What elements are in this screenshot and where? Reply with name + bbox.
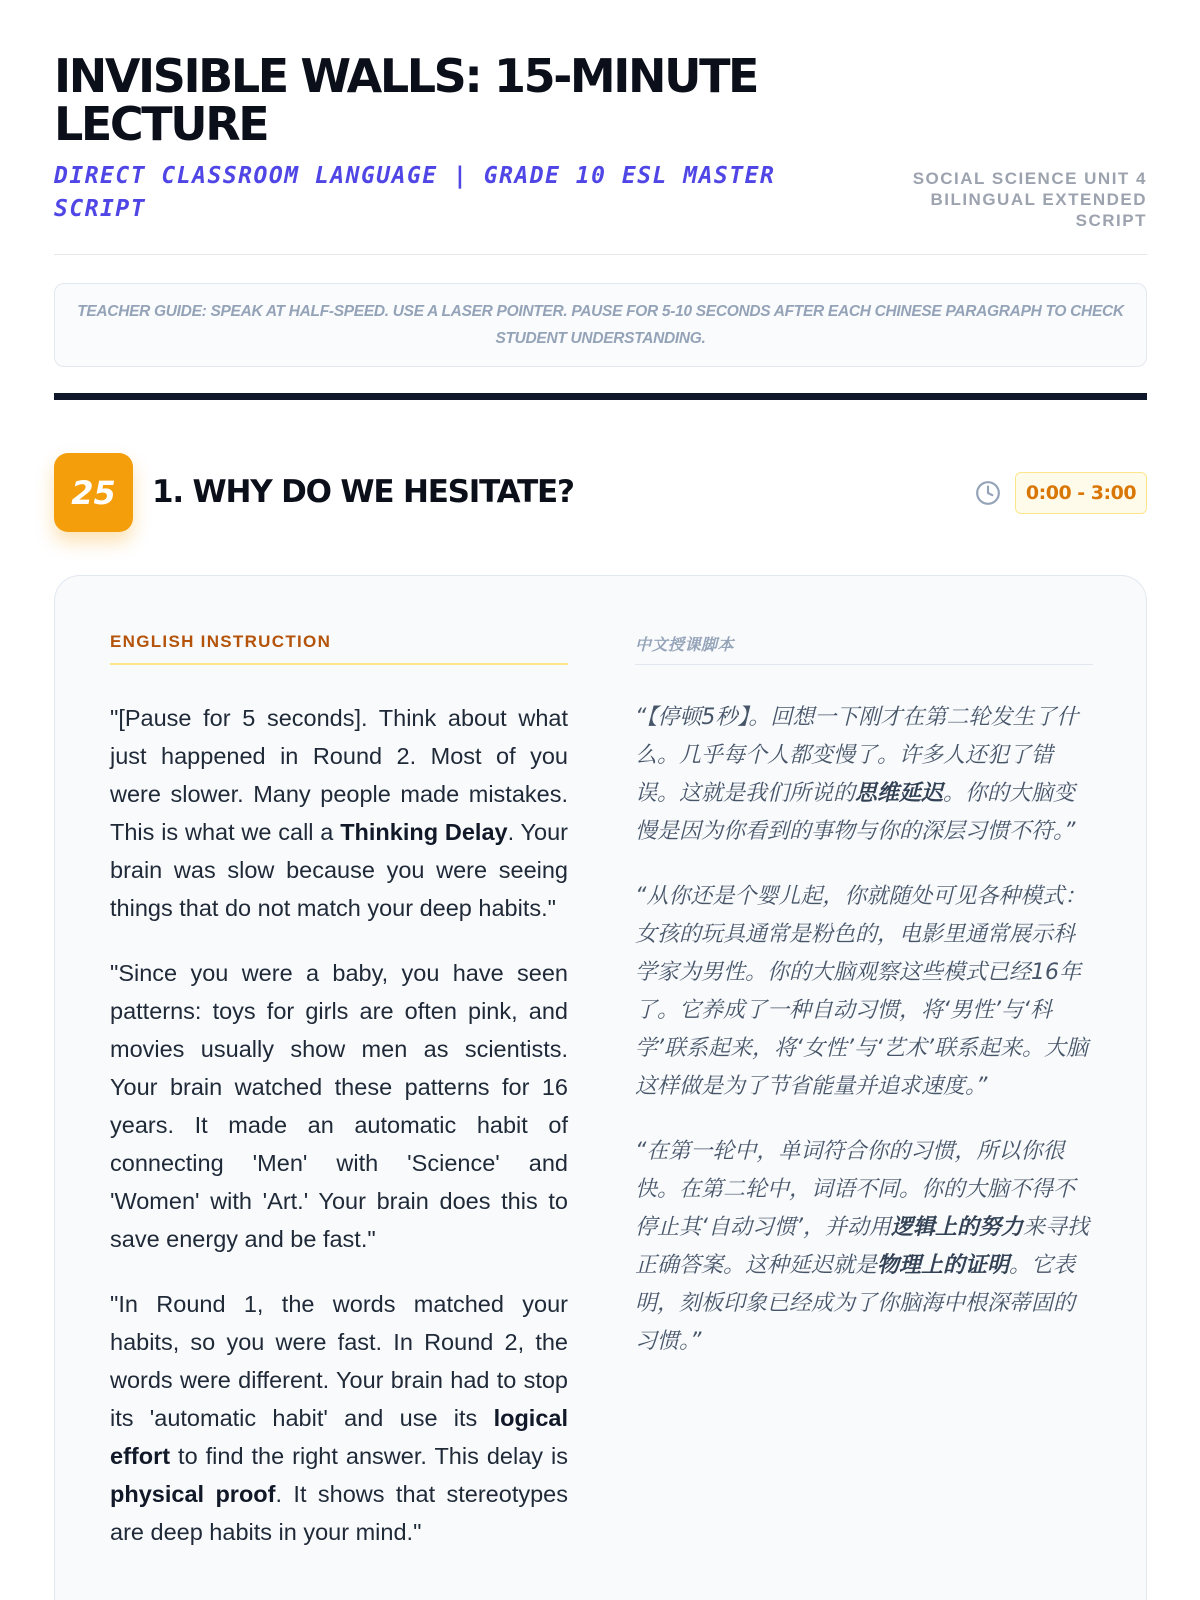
page-title: INVISIBLE WALLS: 15-MINUTE LECTURE bbox=[54, 49, 758, 151]
english-paragraph: "[Pause for 5 seconds]. Think about what just happened in Round 2. Most of you were slower. Many people made mistakes. This is what we call a Thinking Delay. Your brain was slow because you were seeing things that do not match your deep habits." bbox=[110, 705, 568, 921]
chinese-paragraph: “从你还是个婴儿起，你就随处可见各种模式：女孩的玩具通常是粉色的，电影里通常展示科学家为男性。你的大脑观察这些模式已经16年了。它养成了一种自动习惯，将‘男性’与‘科学’联系起来，将‘女性’与‘艺术’联系起来。大脑这样做是为了节省能量并追求速度。” bbox=[635, 884, 1088, 1099]
page-header bbox=[54, 49, 1147, 255]
chinese-paragraph: “【停顿5秒】。回想一下刚才在第二轮发生了什么。几乎每个人都变慢了。许多人还犯了错误。这就是我们所说的思维延迟。你的大脑变慢是因为你看到的事物与你的深层习惯不符。” bbox=[635, 705, 1079, 844]
chinese-column bbox=[635, 632, 1093, 1388]
time-range-badge: 0:00 - 3:00 bbox=[1015, 472, 1147, 514]
section-divider bbox=[54, 393, 1147, 400]
section-header bbox=[54, 453, 1147, 533]
section-number-badge: 25 bbox=[54, 453, 133, 532]
unit-tag: SOCIAL SCIENCE UNIT 4 BILINGUAL EXTENDED SCRIPT bbox=[912, 169, 1147, 230]
english-heading: ENGLISH INSTRUCTION bbox=[110, 632, 568, 665]
teacher-guide-text: TEACHER GUIDE: SPEAK AT HALF-SPEED. USE A LASER POINTER. PAUSE FOR 5-10 SECONDS AFTER EACH CHINESE PARAGRAPH TO CHECK STUDENT UNDERSTANDING. bbox=[77, 303, 1124, 347]
lecture-page bbox=[54, 0, 1147, 1600]
english-paragraph: "In Round 1, the words matched your habits, so you were fast. In Round 2, the words were different. Your brain had to stop its 'automatic habit' and use its logical effort to find the right answer. This delay is physical proof. It shows that stereotypes are deep habits in your mind." bbox=[110, 1291, 568, 1545]
clock-icon bbox=[975, 480, 1001, 506]
chinese-heading: 中文授课脚本 bbox=[635, 632, 1093, 665]
bilingual-script-card bbox=[54, 575, 1147, 1600]
english-column bbox=[110, 632, 568, 1578]
teacher-guide-box bbox=[54, 283, 1147, 367]
section-title: 1. WHY DO WE HESITATE? bbox=[152, 474, 574, 510]
chinese-paragraph: “在第一轮中，单词符合你的习惯，所以你很快。在第二轮中，词语不同。你的大脑不得不停止其‘自动习惯’，并动用逻辑上的努力来寻找正确答案。这种延迟就是物理上的证明。它表明，刻板印象已经成为了你脑海中根深蒂固的习惯。” bbox=[635, 1139, 1090, 1354]
english-paragraph: "Since you were a baby, you have seen patterns: toys for girls are often pink, and movies usually show men as scientists. Your brain watched these patterns for 16 years. It made an automatic habit of connecting 'Men' with 'Science' and 'Women' with 'Art.' Your brain does this to save energy and be fast." bbox=[110, 960, 568, 1252]
page-subtitle: DIRECT CLASSROOM LANGUAGE | GRADE 10 ESL MASTER SCRIPT bbox=[54, 163, 776, 222]
